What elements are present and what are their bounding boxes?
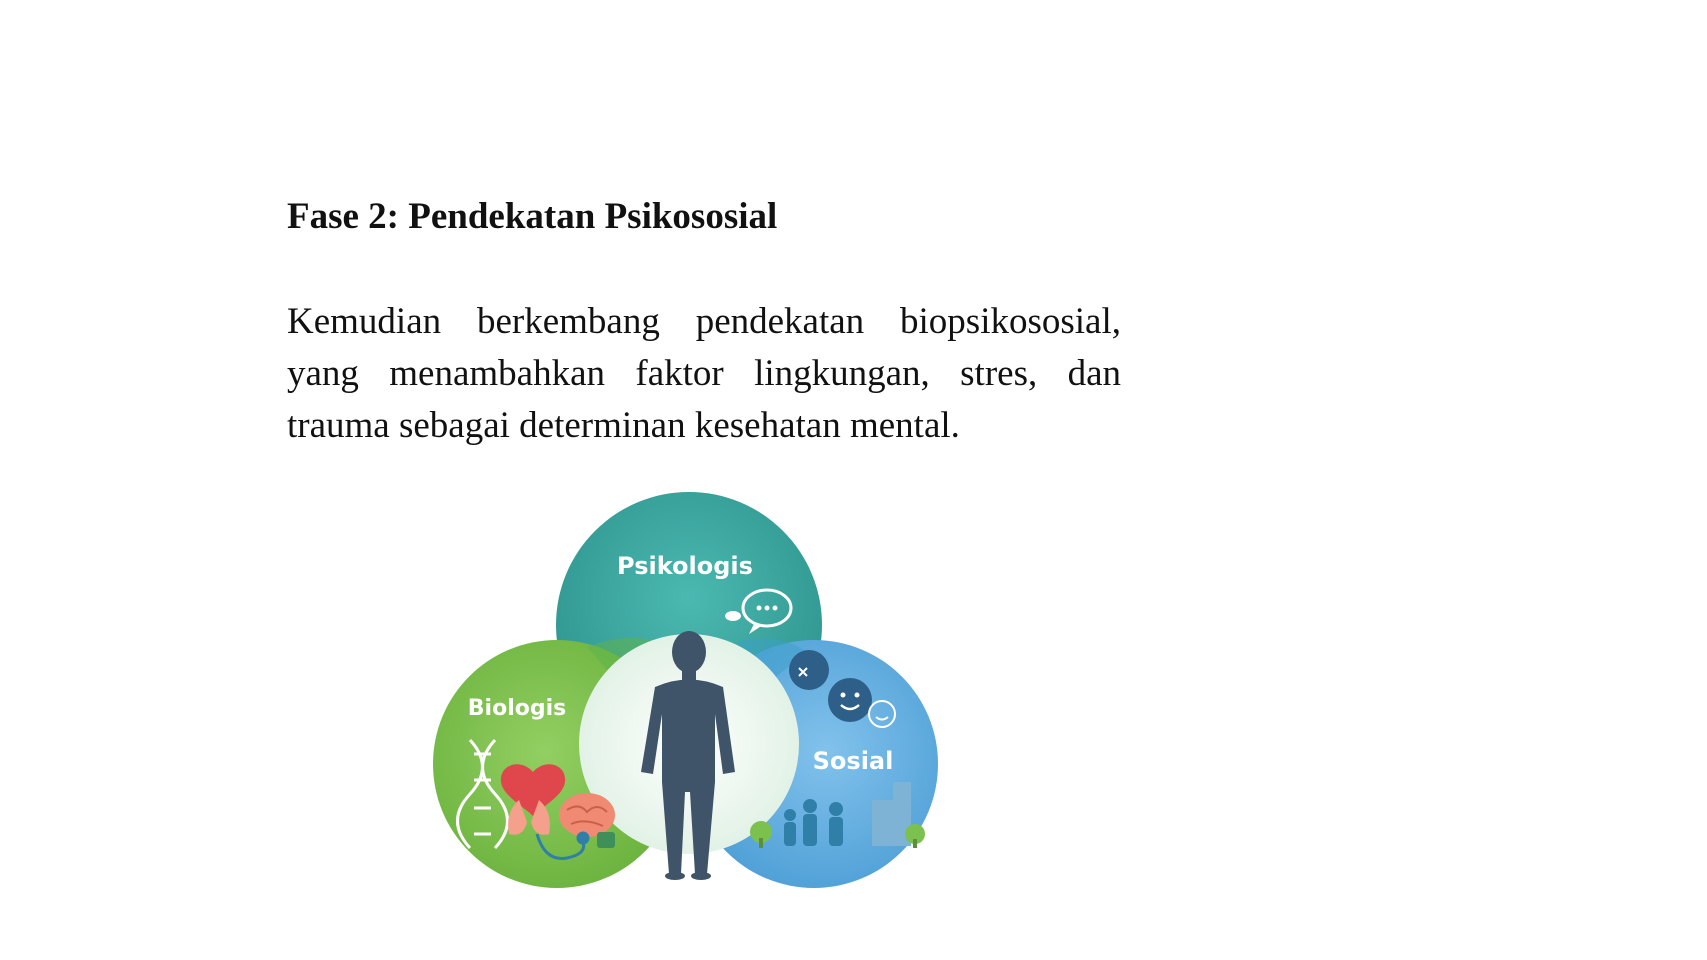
- section-heading: Fase 2: Pendekatan Psikososial: [287, 196, 778, 237]
- device-icon: [597, 832, 615, 848]
- social-label: Sosial: [812, 747, 894, 775]
- diagram-svg: [287, 482, 1107, 935]
- psychological-label: Psikologis: [617, 552, 753, 580]
- brain-icon: [559, 793, 615, 837]
- biological-label: Biologis: [467, 696, 567, 721]
- biopsychosocial-diagram: [287, 482, 1107, 935]
- body-paragraph: Kemudian berkembang pendekatan biopsikososial, yang menambahkan faktor lingkungan, stres, dan trauma sebagai determinan kesehatan mental.: [287, 301, 1121, 446]
